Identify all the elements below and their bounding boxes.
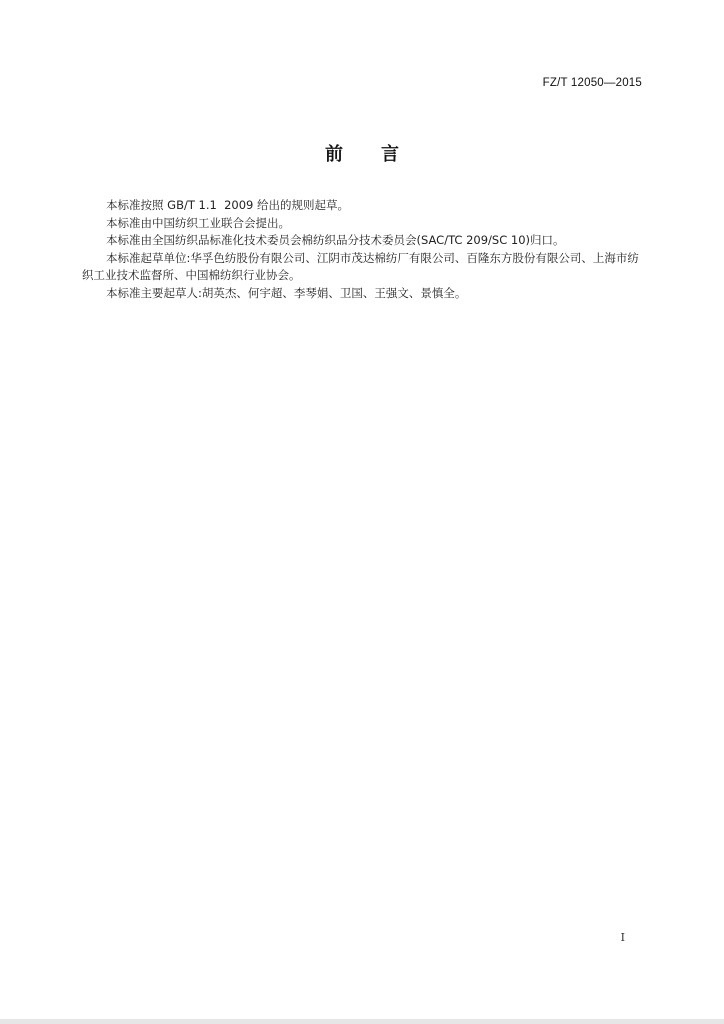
page-bottom-edge [0, 1019, 724, 1024]
title-part-2: 言 [381, 144, 399, 165]
paragraph-drafting-units: 本标准起草单位:华孚色纺股份有限公司、江阴市茂达棉纺厂有限公司、百隆东方股份有限公司、上海市纺织工业技术监督所、中国棉纺织行业协会。 [82, 250, 639, 283]
standard-code: FZ/T 12050—2015 [542, 77, 642, 89]
page-number: I [620, 931, 625, 944]
paragraph-committee: 本标准由全国纺织品标准化技术委员会棉纺织品分技术委员会(SAC/TC 209/SC 10)归口。 [106, 233, 565, 248]
paragraph-drafters: 本标准主要起草人:胡英杰、何宇超、李琴娟、卫国、王强文、景慎全。 [106, 285, 467, 300]
title-part-1: 前 [325, 144, 343, 165]
foreword-body [82, 197, 644, 303]
page-title [0, 140, 724, 166]
paragraph-drafting-rules: 本标准按照 GB/T 1.1 2009 给出的规则起草。 [106, 198, 350, 212]
paragraph-proposer: 本标准由中国纺织工业联合会提出。 [106, 215, 290, 230]
